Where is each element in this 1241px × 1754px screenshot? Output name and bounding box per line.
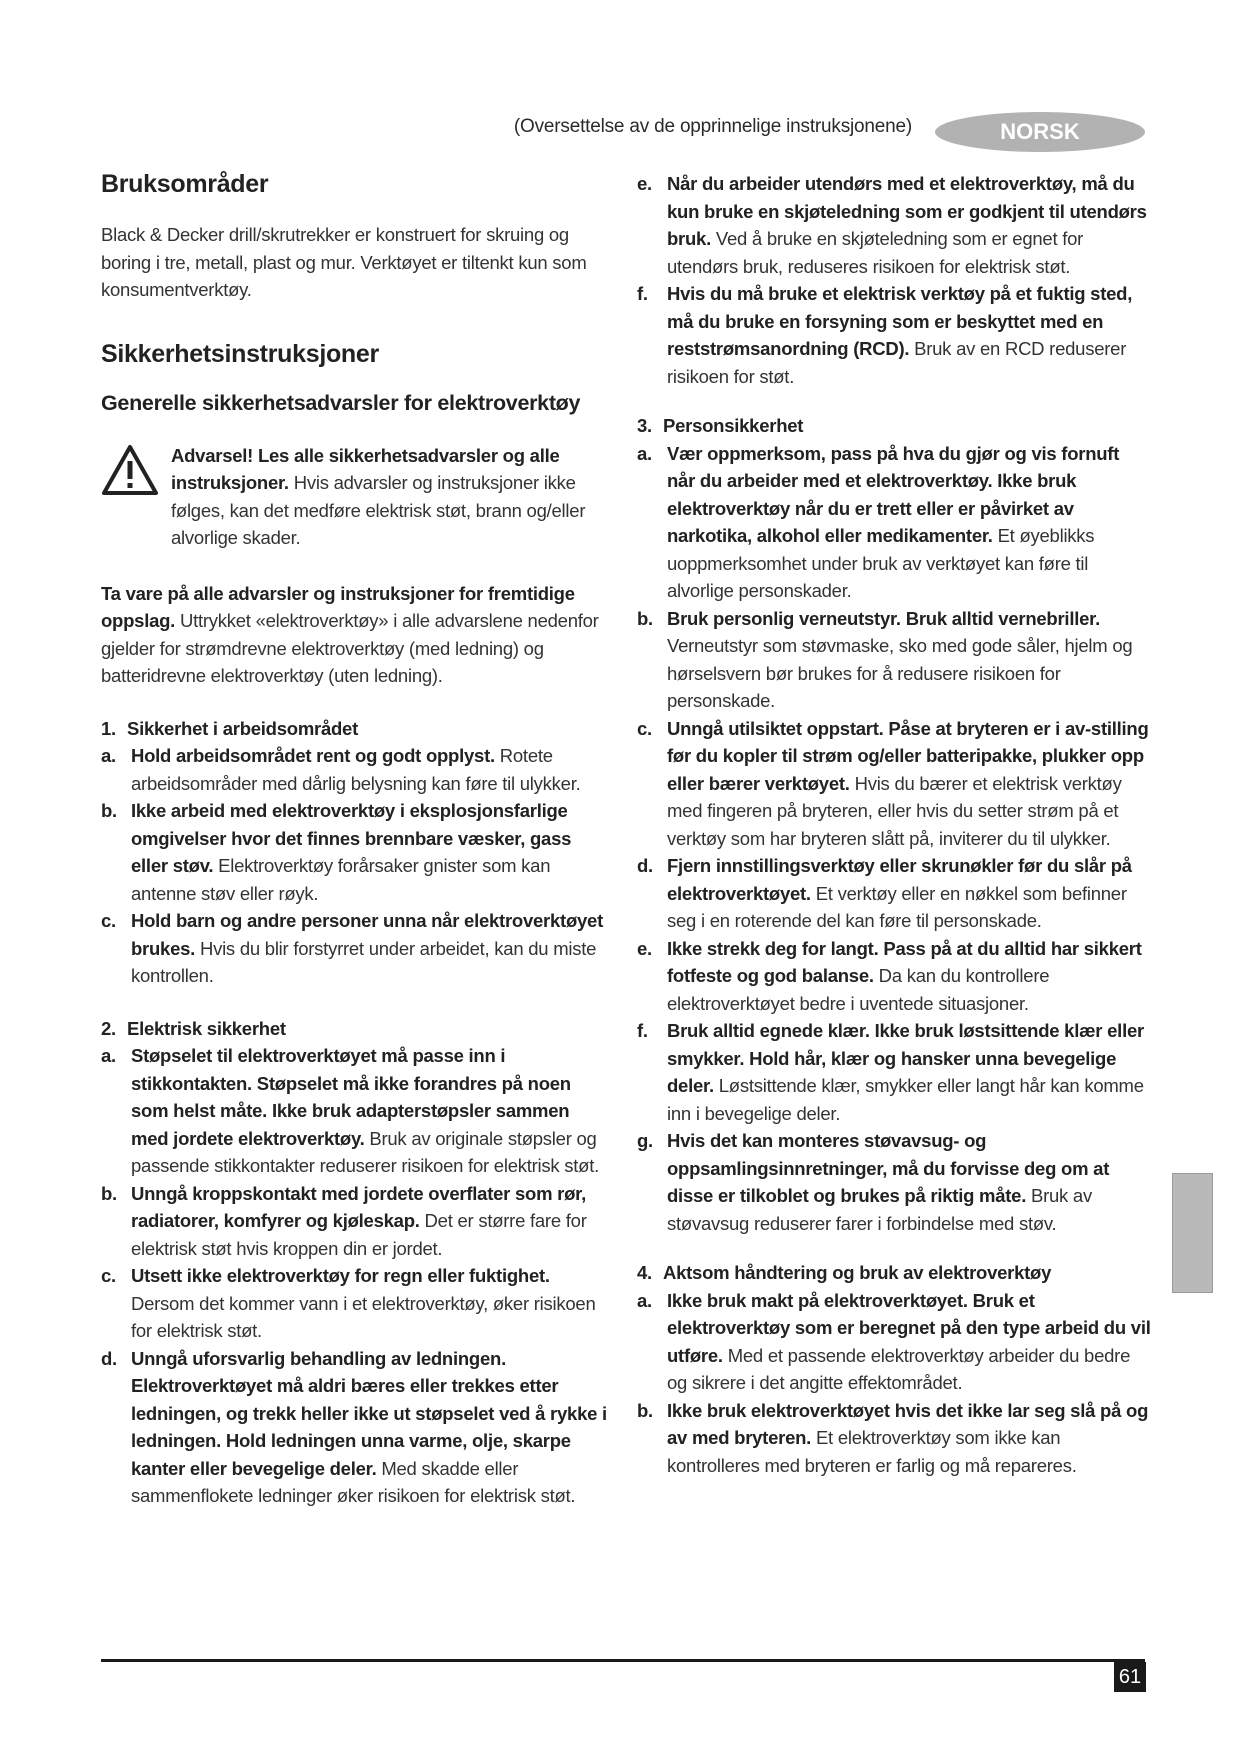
use-title: Bruksområder [101, 170, 269, 198]
section-1-num: 1. [101, 717, 116, 739]
list-item: b. Ikke bruk elektroverktøyet hvis det ikke lar seg slå på og av med bryteren. Et elektroverktøy som ikke kan kontrolleres med bryteren er farlig og må repareres. [637, 1399, 1149, 1476]
list-item: b. Unngå kroppskontakt med jordete overflater som rør, radiatorer, komfyrer og kjøleskap. Det er større fare for elektrisk støt hvis kroppen din er jordet. [101, 1182, 587, 1259]
list-item: f. Hvis du må bruke et elektrisk verktøy på et fuktig sted, må du bruke en forsyning som er beskyttet med en reststrømsanordning (RCD). Bruk av en RCD reduserer risikoen for støt. [637, 283, 1133, 387]
warning-bold: Advarsel! Les alle sikkerhetsadvarsler og alle instruksjoner. [171, 444, 560, 493]
general-title: Generelle sikkerhetsadvarsler for elektroverktøy [101, 390, 581, 415]
section-3-title: Personsikkerhet [663, 415, 804, 436]
page-number: 61 [1114, 1662, 1146, 1692]
list-item: c. Unngå utilsiktet oppstart. Påse at bryteren er i av-stilling før du kopler til strøm og/eller batteripakke, plukker opp eller bærer verktøyet. Hvis du bærer et elektrisk verktøy med fingeren på bryteren, eller hvis du setter strøm på et verktøy som har bryteren slått på, inviterer du til ulykker. [637, 717, 1149, 849]
keep-text: Uttrykket «elektroverktøy» i alle advarslene nedenfor gjelder for strømdrevne elektroverktøy (med ledning) og batteridrevne elektroverktøy (uten ledning). [101, 610, 599, 686]
list-item: e. Ikke strekk deg for langt. Pass på at du alltid har sikkert fotfeste og god balanse. Da kan du kontrollere elektroverktøyet bedre i uventede situasjoner. [637, 937, 1142, 1014]
right-column [637, 170, 1152, 1479]
section-4-title: Aktsom håndtering og bruk av elektroverktøy [663, 1262, 1052, 1283]
list-item: c. Utsett ikke elektroverktøy for regn eller fuktighet. Dersom det kommer vann i et elektroverktøy, øker risikoen for elektrisk støt. [101, 1265, 596, 1341]
list-item: d. Unngå uforsvarlig behandling av ledningen. Elektroverktøyet må aldri bæres eller trekkes etter ledningen, og trekk heller ikke ut støpselet ved å rykke i ledningen. Hold ledningen unna varme, olje, skarpe kanter eller bevegelige deler. Med skadde eller sammenflokete ledninger øker risikoen for elektrisk støt. [101, 1347, 607, 1506]
safety-title: Sikkerhetsinstruksjoner [101, 339, 379, 368]
warning-triangle-icon [101, 444, 159, 496]
list-item: b. Bruk personlig verneutstyr. Bruk alltid vernebriller. Verneutstyr som støvmaske, sko med gode såler, hjelm og hørselsvern bør brukes for å redusere risikoen for personskade. [637, 607, 1133, 711]
list-item: a. Støpselet til elektroverktøyet må passe inn i stikkontakten. Støpselet må ikke forandres på noen som helst måte. Ikke bruk adapterstøpsler sammen med jordete elektroverktøy. Bruk av originale støpsler og passende stikkontakter reduserer risikoen for elektrisk støt. [101, 1045, 599, 1176]
list-item: a. Hold arbeidsområdet rent og godt opplyst. Rotete arbeidsområder med dårlig belysning kan føre til ulykker. [101, 745, 581, 794]
section-2-continued [637, 170, 1152, 390]
section-4-num: 4. [637, 1262, 652, 1283]
keep-bold: Ta vare på alle advarsler og instruksjoner for fremtidige oppslag. [101, 582, 575, 631]
left-column [101, 170, 611, 1510]
language-tab: NORSK [935, 112, 1145, 152]
translation-note: (Oversettelse av de opprinnelige instruksjonene) [513, 116, 912, 137]
list-item: b. Ikke arbeid med elektroverktøy i eksplosjonsfarlige omgivelser hvor det finnes brennbare væsker, gass eller støv. Elektroverktøy forårsaker gnister som kan antenne støv eller røyk. [101, 800, 572, 904]
warning-text: Hvis advarsler og instruksjoner ikke følges, kan det medføre elektrisk støt, brann og/eller alvorlige skader. [171, 472, 586, 548]
list-item: d. Fjern innstillingsverktøy eller skrunøkler før du slår på elektroverktøyet. Et verktøy eller en nøkkel som befinner seg i en roterende del kan føre til personskade. [637, 855, 1132, 931]
warning-block [101, 442, 611, 552]
list-item: c. Hold barn og andre personer unna når elektroverktøyet brukes. Hvis du blir forstyrret under arbeidet, kan du miste kontrollen. [101, 910, 603, 986]
list-item: e. Når du arbeider utendørs med et elektroverktøy, må du kun bruke en skjøteledning som er godkjent til utendørs bruk. Ved å bruke en skjøteledning som er egnet for utendørs bruk, reduseres risikoen for elektrisk støt. [637, 173, 1147, 277]
section-3-num: 3. [637, 415, 652, 436]
list-item: f. Bruk alltid egnede klær. Ikke bruk løstsittende klær eller smykker. Hold hår, klær og hansker unna bevegelige deler. Løstsittende klær, smykker eller langt hår kan komme inn i bevegelige deler. [637, 1020, 1144, 1124]
section-4 [637, 1259, 1152, 1479]
section-2-title: Elektrisk sikkerhet [127, 1017, 286, 1039]
list-item: a. Vær oppmerksom, pass på hva du gjør og vis fornuft når du arbeider med et elektroverktøy. Ikke bruk elektroverktøy når du er trett eller er påvirket av narkotika, alkohol eller medikamenter. Et øyeblikks uoppmerksomhet under bruk av verktøyet kan føre til alvorlige personskader. [637, 442, 1120, 601]
list-item: a. Ikke bruk makt på elektroverktøyet. Bruk et elektroverktøy som er beregnet på den type arbeid du vil utføre. Med et passende elektroverktøy arbeider du bedre og sikrere i det angitte effektområdet. [637, 1289, 1151, 1393]
use-text: Black & Decker drill/skrutrekker er konstruert for skruing og boring i tre, metall, plast og mur. Verktøyet er tiltenkt kun som konsumentverktøy. [101, 224, 587, 300]
section-edge-tab [1172, 1173, 1213, 1293]
footer-rule [101, 1659, 1145, 1662]
section-1-title: Sikkerhet i arbeidsområdet [127, 717, 359, 739]
section-2 [101, 1015, 611, 1510]
section-3 [637, 412, 1152, 1237]
section-1 [101, 715, 611, 990]
list-item: g. Hvis det kan monteres støvavsug- og oppsamlingsinnretninger, må du forvisse deg om at disse er tilkoblet og brukes på riktig måte. Bruk av støvavsug reduserer farer i forbindelse med støv. [637, 1130, 1110, 1234]
keep-instructions [101, 580, 611, 690]
section-2-num: 2. [101, 1017, 116, 1039]
